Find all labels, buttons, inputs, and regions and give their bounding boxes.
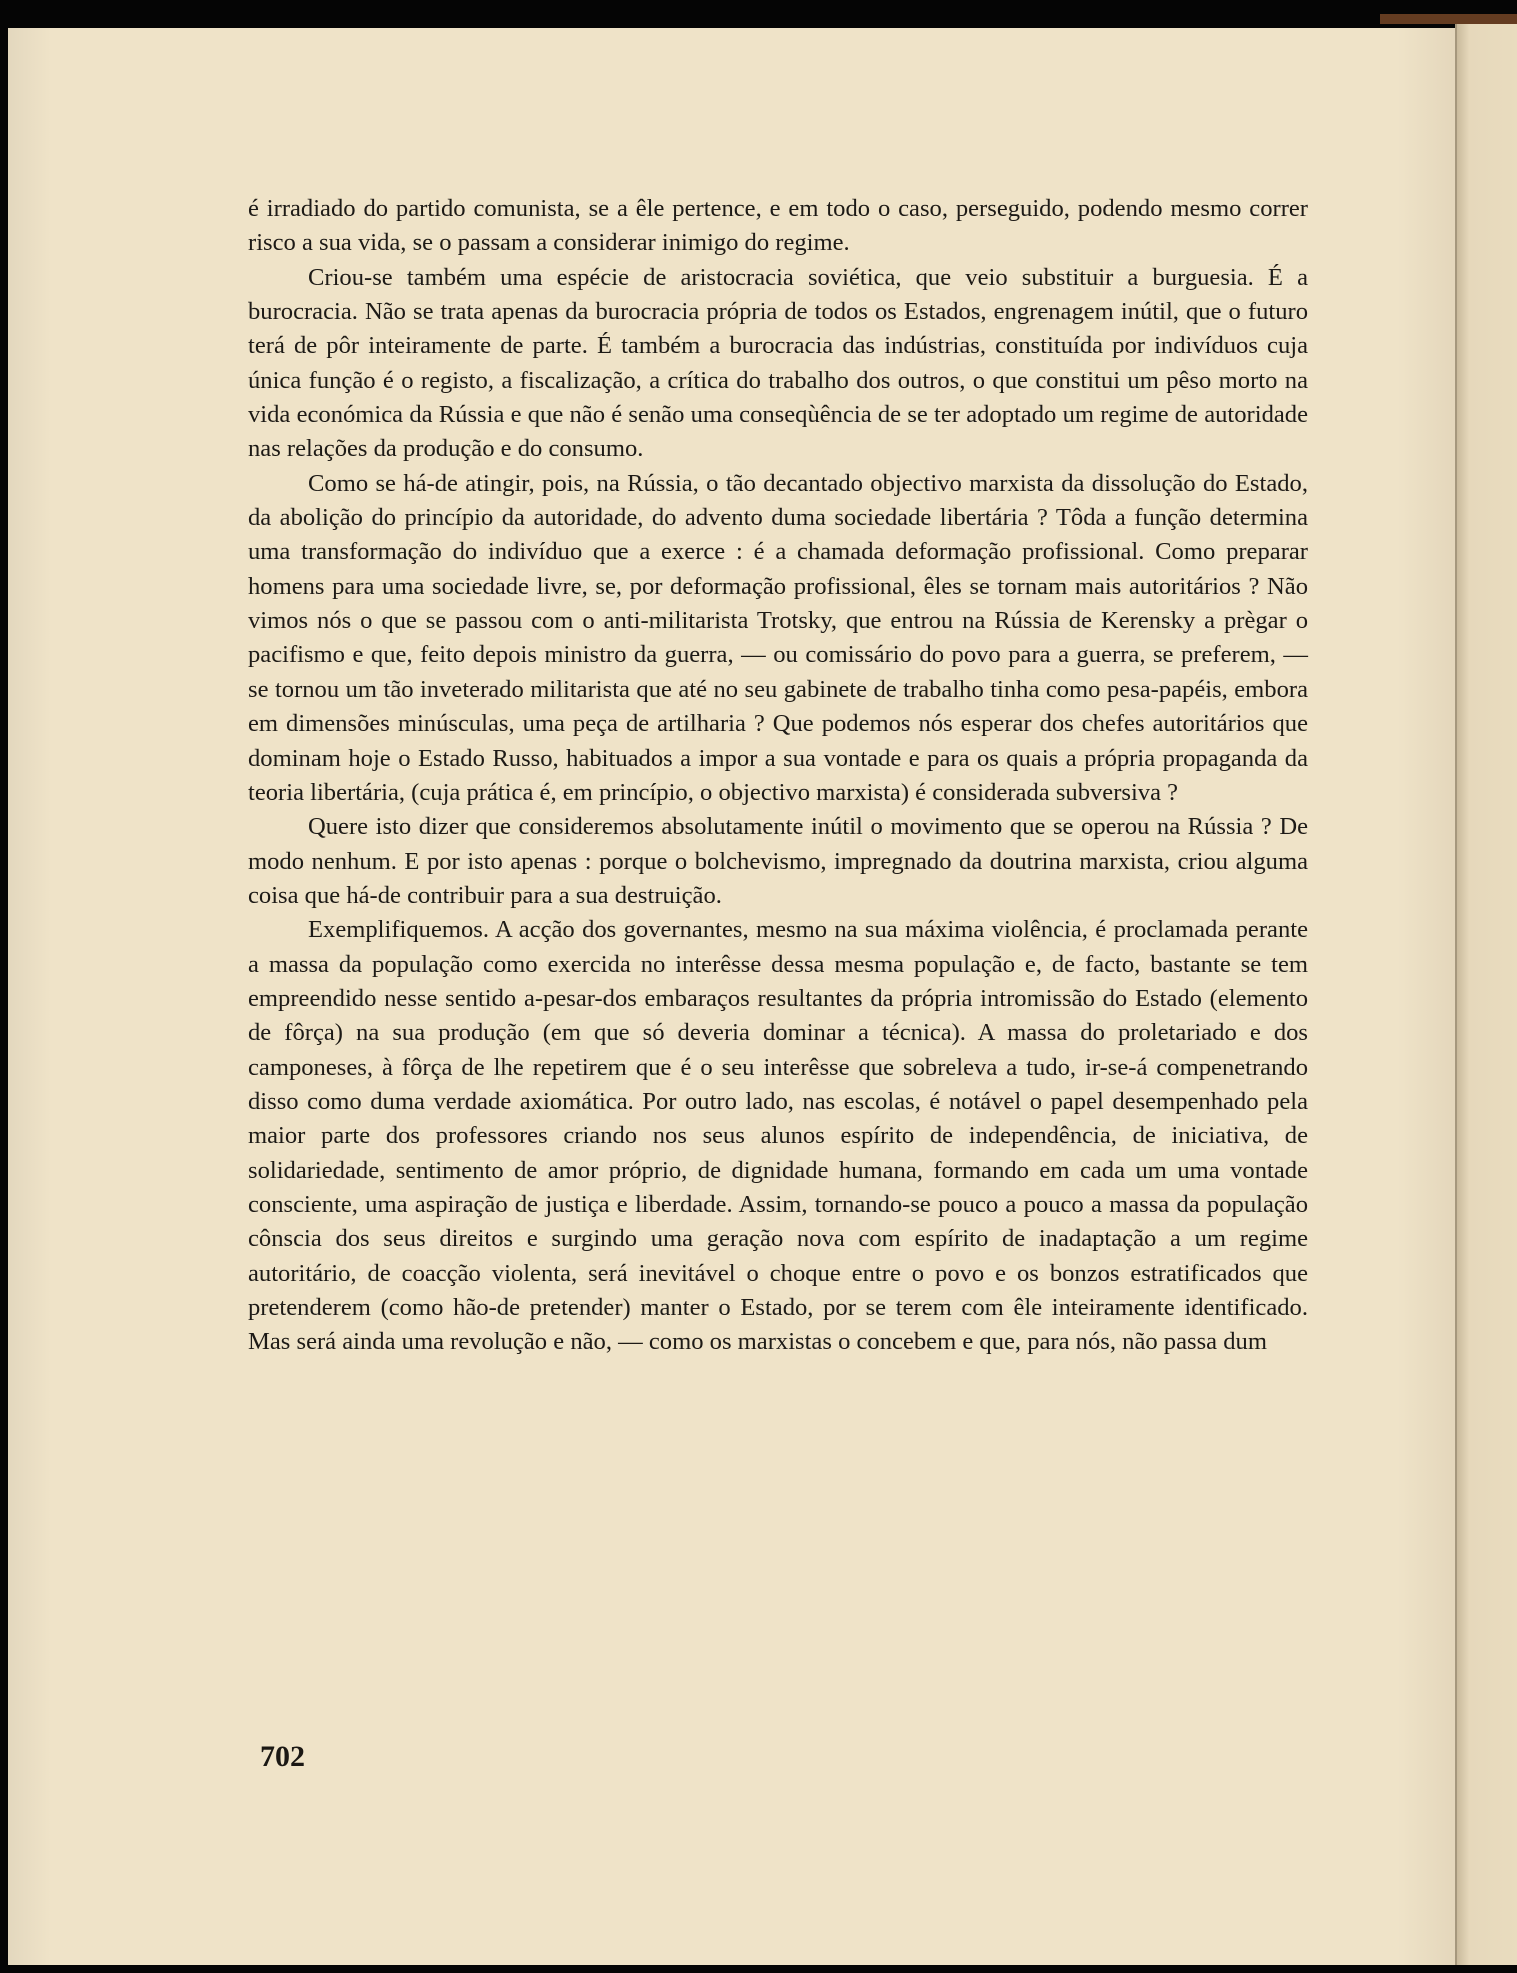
page-number: 702 — [260, 1740, 305, 1773]
paragraph-4: Quere isto dizer que consideremos absolutamente inútil o movimento que se operou na Rússia ? De modo nenhum. E por isto apenas : porque o bolchevismo, impregnado da doutrina marxista, criou alguma coisa que há-de contribuir para a sua destruição. — [248, 813, 1308, 909]
next-page-edge — [1455, 24, 1517, 1965]
paragraph-1: é irradiado do partido comunista, se a êle pertence, e em todo o caso, perseguido, podendo mesmo correr risco a sua vida, se o passam a considerar inimigo do regime. — [248, 195, 1308, 257]
page-edge-stain — [1380, 14, 1517, 24]
paragraph-5: Exemplifiquemos. A acção dos governantes, mesmo na sua máxima violência, é proclamada perante a massa da população como exercida no interêsse dessa mesma população e, de facto, bastante se tem empreendido nesse sentido a-pesar-dos embaraços resultantes da própria intromissão do Estado (elemento de fôrça) na sua produção (em que só deveria dominar a técnica). A massa do proletariado e dos camponeses, à fôrça de lhe repetirem que é o seu interêsse que sobreleva a tudo, ir-se-á compenetrando disso como duma verdade axiomática. Por outro lado, nas escolas, é notável o papel desempenhado pela maior parte dos professores criando nos seus alunos espírito de independência, de iniciativa, de solidariedade, sentimento de amor próprio, de dignidade humana, formando em cada um uma vontade consciente, uma aspiração de justiça e liberdade. Assim, tornando-se pouco a pouco a massa da população cônscia dos seus direitos e surgindo uma geração nova com espírito de inadaptação a um regime autoritário, de coacção violenta, será inevitável o choque entre o povo e os bonzos estratificados que pretenderem (como hão-de pretender) manter o Estado, por se terem com êle inteiramente identificado. Mas será ainda uma revolução e não, — como os marxistas o concebem e que, para nós, não passa dum — [248, 916, 1308, 1356]
body-text — [248, 192, 1308, 1360]
paragraph-2: Criou-se também uma espécie de aristocracia soviética, que veio substituir a burguesia. É a burocracia. Não se trata apenas da burocracia própria de todos os Estados, engrenagem inútil, que o futuro terá de pôr inteiramente de parte. É também a burocracia das indústrias, constituída por indivíduos cuja única função é o registo, a fiscalização, a crítica do trabalho dos outros, o que constitui um pêso morto na vida económica da Rússia e que não é senão uma conseqùência de se ter adoptado um regime de autoridade nas relações da produção e do consumo. — [248, 263, 1308, 463]
paragraph-3: Como se há-de atingir, pois, na Rússia, o tão decantado objectivo marxista da dissolução do Estado, da abolição do princípio da autoridade, do advento duma sociedade libertária ? Tôda a função determina uma transformação do indivíduo que a exerce : é a chamada deformação profissional. Como preparar homens para uma sociedade livre, se, por deformação profissional, êles se tornam mais autoritários ? Não vimos nós o que se passou com o anti-militarista Trotsky, que entrou na Rússia de Kerensky a prègar o pacifismo e que, feito depois ministro da guerra, — ou comissário do povo para a guerra, se preferem, — se tornou um tão inveterado militarista que até no seu gabinete de trabalho tinha como pesa-papéis, embora em dimensões minúsculas, uma peça de artilharia ? Que podemos nós esperar dos chefes autoritários que dominam hoje o Estado Russo, habituados a impor a sua vontade e para os quais a própria propaganda da teoria libertária, (cuja prática é, em princípio, o objectivo marxista) é considerada subversiva ? — [248, 469, 1308, 806]
